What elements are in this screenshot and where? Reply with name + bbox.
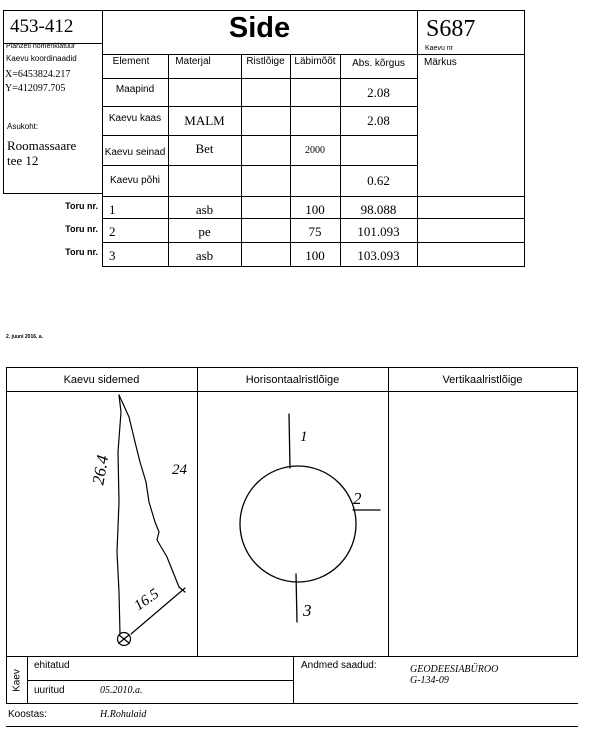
well-side-label: Kaev — [11, 669, 23, 692]
col-header-cross-section: Ristlõige — [246, 56, 285, 67]
row-cover-material: MALM — [184, 113, 225, 128]
pipe-3-height: 103.093 — [357, 248, 400, 263]
col-header-element: Element — [112, 56, 150, 67]
nomenclature-value: 453-412 — [10, 16, 74, 37]
well-number-value: S687 — [426, 16, 476, 42]
page-title: Side — [228, 12, 291, 44]
pipe-2-height: 101.093 — [357, 224, 400, 239]
pipe-2-label: Toru nr. — [65, 224, 98, 234]
pipe-2-nr: 2 — [109, 224, 116, 239]
dim-bottom-label: 16.5 — [131, 586, 163, 615]
coords-label: Kaevu koordinaadid — [6, 54, 77, 63]
ties-right-line — [119, 395, 185, 592]
row-walls-diameter: 2000 — [305, 145, 325, 156]
row-ground-label: Maapind — [115, 84, 155, 95]
data-source-value: GEODEESIABÜROO — [410, 664, 499, 675]
pipe-2-material: pe — [198, 224, 211, 239]
nomenclature-label: Planzeti nomenklatuur — [6, 43, 76, 50]
col-header-material: Materjal — [175, 56, 211, 67]
pipe-3-material: asb — [195, 248, 214, 263]
author-value: H.Rohulaid — [100, 709, 147, 720]
row-cover-height: 2.08 — [367, 113, 390, 128]
col-header-remarks: Märkus — [424, 57, 457, 68]
ties-left-line — [117, 395, 121, 634]
pipe-3-diameter: 100 — [305, 248, 325, 263]
pipe-2-diameter: 75 — [308, 224, 322, 239]
dim-right-label: 24 — [172, 462, 187, 478]
coord-y: Y=412097.705 — [5, 83, 66, 94]
row-cover-label: Kaevu kaas — [108, 113, 162, 124]
pipe-3-nr: 3 — [109, 248, 116, 263]
pipe-1-line — [289, 414, 290, 468]
surveyed-label: uuritud — [34, 685, 65, 696]
sketch-header-horizontal: Horisontaalristlõige — [245, 374, 340, 386]
pipe-3-sketch-label: 3 — [303, 601, 312, 620]
data-source-code: G-134-09 — [410, 675, 449, 686]
well-outline-circle — [240, 466, 356, 582]
pipe-1-material: asb — [195, 202, 214, 217]
row-ground-height: 2.08 — [367, 85, 390, 100]
coord-x: X=6453824.217 — [5, 69, 71, 80]
col-header-diameter: Läbimõõt — [294, 56, 336, 67]
data-source-label: Andmed saadud: — [301, 660, 377, 671]
surveyed-value: 05.2010.a. — [100, 685, 143, 696]
pipe-1-label: Toru nr. — [65, 201, 98, 211]
row-walls-material: Bet — [195, 141, 214, 156]
well-number-label: Kaevu nr — [425, 45, 454, 52]
row-walls-label: Kaevu seinad — [104, 147, 166, 158]
pipe-3-line — [296, 574, 297, 622]
pipe-1-nr: 1 — [109, 202, 116, 217]
location-line2: tee 12 — [7, 153, 39, 168]
built-label: ehitatud — [34, 660, 70, 671]
row-bottom-label: Kaevu põhi — [109, 175, 161, 186]
date-note: 2. juuni 2016. a. — [6, 334, 43, 340]
pipe-1-diameter: 100 — [305, 202, 325, 217]
pipe-1-sketch-label: 1 — [300, 429, 308, 445]
author-label: Koostas: — [8, 709, 47, 720]
row-bottom-height: 0.62 — [367, 173, 390, 188]
pipe-3-label: Toru nr. — [65, 247, 98, 257]
pipe-2-sketch-label: 2 — [353, 489, 362, 508]
horizontal-section-drawing — [198, 392, 388, 656]
col-header-abs-height: Abs. kõrgus — [352, 58, 405, 69]
sketch-header-vertical: Vertikaalristlõige — [442, 374, 523, 386]
ties-sketch — [7, 392, 197, 656]
pipe-1-height: 98.088 — [360, 202, 397, 217]
sketch-header-ties: Kaevu sidemed — [63, 374, 140, 386]
location-line1: Roomassaare — [7, 138, 77, 153]
dim-left-label: 26.4 — [88, 453, 113, 487]
location-label: Asukoht: — [7, 122, 39, 131]
